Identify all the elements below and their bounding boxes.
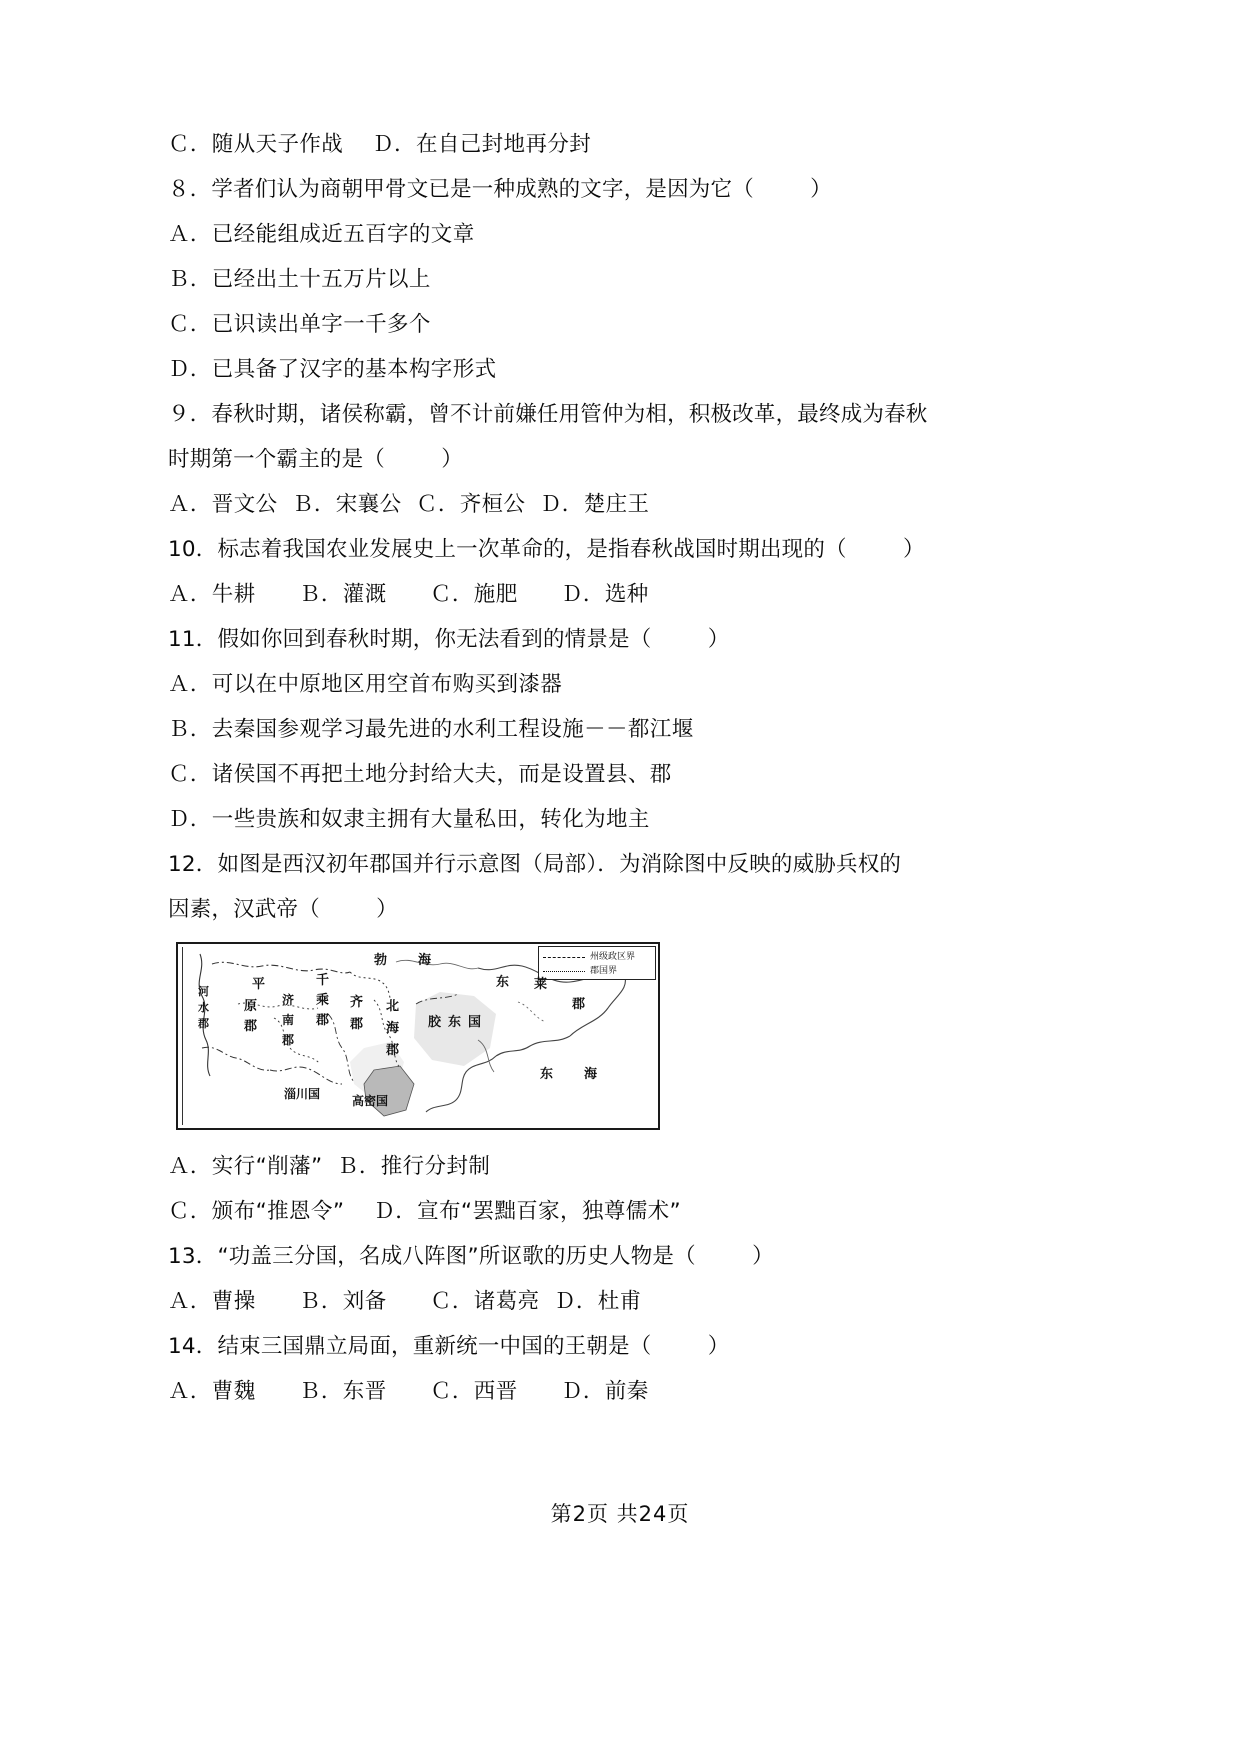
map-label: 济: [282, 993, 295, 1007]
option-line-q12-ab: Ａ．实行“削藩” Ｂ．推行分封制: [168, 1154, 491, 1179]
question-stem-12-line1: 12．如图是西汉初年郡国并行示意图（局部）．为消除图中反映的威胁兵权的: [168, 852, 902, 877]
option-line-q10: Ａ．牛耕 Ｂ．灌溉 Ｃ．施肥 Ｄ．选种: [168, 582, 649, 607]
question-stem-10: 10．标志着我国农业发展史上一次革命的，是指春秋战国时期出现的（ ）: [168, 537, 925, 562]
question-stem-11: 11．假如你回到春秋时期，你无法看到的情景是（ ）: [168, 627, 730, 652]
question-stem-14: 14．结束三国鼎立局面，重新统一中国的王朝是（ ）: [168, 1334, 730, 1359]
map-label: 郡: [198, 1017, 209, 1030]
map-label: 东: [496, 975, 510, 990]
question-stem-9-line2: 时期第一个霸主的是（ ）: [168, 447, 463, 472]
page-footer: 第2页 共24页: [550, 1502, 690, 1526]
map-label: 郡: [572, 997, 586, 1012]
map-label: 郡: [350, 1017, 364, 1032]
question-stem-8: ８．学者们认为商朝甲骨文已是一种成熟的文字，是因为它（ ）: [168, 177, 832, 202]
option-line-q8-d: Ｄ．已具备了汉字的基本构字形式: [168, 357, 497, 382]
option-line-q8-c: Ｃ．已识读出单字一千多个: [168, 312, 431, 337]
figure-han-commandery-map: [176, 942, 664, 1130]
option-line-q8-a: Ａ．已经能组成近五百字的文章: [168, 222, 475, 247]
option-line-q9: Ａ．晋文公 Ｂ．宋襄公 Ｃ．齐桓公 Ｄ．楚庄王: [168, 492, 650, 517]
map-label: 齐: [350, 995, 364, 1010]
map-label: 原: [244, 999, 258, 1014]
map-label: 郡: [282, 1033, 295, 1047]
map-label: 淄川国: [284, 1087, 321, 1101]
map-label: 乘: [316, 993, 330, 1008]
map-label: 高密国: [352, 1094, 389, 1108]
map-label: 国: [468, 1015, 482, 1030]
option-line-q12-cd: Ｃ．颁布“推恩令” Ｄ．宣布“罢黜百家，独尊儒术”: [168, 1199, 682, 1224]
map-label: 郡: [316, 1013, 330, 1028]
question-stem-13: 13．“功盖三分国，名成八阵图”所讴歌的历史人物是（ ）: [168, 1244, 774, 1269]
option-line-q13: Ａ．曹操 Ｂ．刘备 Ｃ．诸葛亮 Ｄ．杜甫: [168, 1289, 642, 1314]
map-label: 胶: [428, 1015, 442, 1030]
question-stem-12-line2: 因素，汉武帝（ ）: [168, 897, 398, 922]
page-content: [168, 122, 1048, 1414]
option-line-q8-b: Ｂ．已经出土十五万片以上: [168, 267, 431, 292]
map-label: 海: [386, 1021, 400, 1036]
map-label: 勃: [374, 953, 388, 968]
legend-label-1: 郡国界: [590, 966, 618, 976]
map-label: 莱: [534, 977, 548, 992]
option-line-q11-a: Ａ．可以在中原地区用空首布购买到漆器: [168, 672, 563, 697]
map-legend: [538, 946, 656, 980]
option-line-q11-b: Ｂ．去秦国参观学习最先进的水利工程设施－－都江堰: [168, 717, 694, 742]
dash-dot-line-icon: [543, 957, 585, 958]
map-label: 东: [540, 1067, 554, 1082]
legend-row-prefecture-border: [543, 950, 651, 964]
map-label: 郡: [386, 1043, 400, 1058]
map-label: 平: [252, 977, 266, 992]
map-frame: [176, 942, 660, 1130]
map-label: 东: [448, 1015, 462, 1030]
map-label: 海: [584, 1067, 598, 1082]
map-label: 千: [316, 973, 330, 988]
legend-row-commandery-border: [543, 964, 651, 978]
map-label: 海: [418, 953, 432, 968]
legend-label-0: 州级政区界: [590, 952, 636, 962]
map-label: 水: [198, 1001, 209, 1014]
option-line-q7-cd: Ｃ．随从天子作战 Ｄ．在自己封地再分封: [168, 132, 592, 157]
dotted-line-icon: [543, 971, 585, 972]
option-line-q11-c: Ｃ．诸侯国不再把土地分封给大夫，而是设置县、郡: [168, 762, 672, 787]
question-stem-9-line1: ９．春秋时期，诸侯称霸，曾不计前嫌任用管仲为相，积极改革，最终成为春秋: [168, 402, 928, 427]
map-label: 南: [282, 1013, 295, 1027]
option-line-q14: Ａ．曹魏 Ｂ．东晋 Ｃ．西晋 Ｄ．前秦: [168, 1379, 649, 1404]
map-label: 北: [386, 999, 400, 1014]
map-label: 河: [198, 985, 209, 998]
option-line-q11-d: Ｄ．一些贵族和奴隶主拥有大量私田，转化为地主: [168, 807, 650, 832]
map-label: 郡: [244, 1019, 258, 1034]
